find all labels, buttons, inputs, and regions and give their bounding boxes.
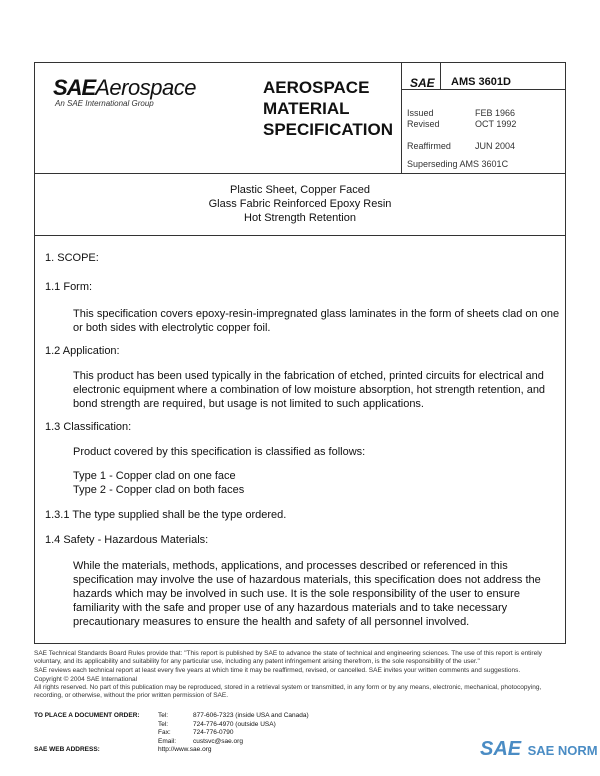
form-paragraph: This specification covers epoxy-resin-impregnated glass laminates in the form of sheets clad on one or both sides with electrolytic copper foil. <box>73 308 560 334</box>
document-frame <box>34 62 566 644</box>
header-bottom-line <box>35 173 565 174</box>
revised-label: Revised <box>407 119 440 129</box>
superseding-note: Superseding AMS 3601C <box>407 159 509 169</box>
subject-bottom-line <box>35 235 565 236</box>
section-form-heading: 1.1 Form: <box>45 281 93 293</box>
safety-paragraph: While the materials, methods, applications, and processes described or referenced in this specification may involve the use of hazardous materials, this specification does not address the hazards which may be involved in such use. It is the sole responsibility of the user to ensure familiarity with the safe and proper use of any hazardous materials and to take necessary precautionary measures to ensure the health and safety of all personnel involved. <box>73 560 541 628</box>
header-divider <box>401 63 402 173</box>
type-list: Type 1 - Copper clad on one face Type 2 - Copper clad on both faces <box>73 470 245 496</box>
classification-paragraph: Product covered by this specification is classified as follows: <box>73 446 366 458</box>
sae-aerospace-logo: SAEAerospace <box>53 75 196 100</box>
section-131: 1.3.1 The type supplied shall be the type ordered. <box>45 509 287 521</box>
document-number: AMS 3601D <box>451 76 511 88</box>
issued-label: Issued <box>407 108 434 118</box>
order-label: TO PLACE A DOCUMENT ORDER: <box>34 712 140 719</box>
reaffirmed-value: JUN 2004 <box>475 141 516 151</box>
spec-title: AEROSPACE MATERIAL SPECIFICATION <box>263 78 394 139</box>
sae-mark: SAE <box>410 76 435 90</box>
watermark: SAE SAE NORM <box>480 738 598 760</box>
revised-value: OCT 1992 <box>475 119 517 129</box>
section-safety-heading: 1.4 Safety - Hazardous Materials: <box>45 534 209 546</box>
web-label: SAE WEB ADDRESS: <box>34 746 100 753</box>
issued-value: FEB 1966 <box>475 108 516 118</box>
contact-values: 877-606-7323 (inside USA and Canada) 724-776-4970 (outside USA) 724-776-0790 custsvc@sae.org <box>193 712 309 745</box>
section-scope-heading: 1. SCOPE: <box>45 252 99 264</box>
reaffirmed-label: Reaffirmed <box>407 141 451 151</box>
number-divider <box>440 63 441 89</box>
web-link[interactable]: http://www.sae.org <box>158 746 212 753</box>
document-subject: Plastic Sheet, Copper Faced Glass Fabric Reinforced Epoxy Resin Hot Strength Retention <box>208 184 392 224</box>
application-paragraph: This product has been used typically in the fabrication of etched, printed circuits for electrical and electronic equipment where a combination of low moisture absorption, hot strength retention, and bond strength are required, but usage is not limited to such applications. <box>73 370 546 410</box>
section-classification-heading: 1.3 Classification: <box>45 421 132 433</box>
email-link[interactable]: custsvc@sae.org <box>193 737 243 745</box>
footer-legal: SAE Technical Standards Board Rules provide that: "This report is published by SAE to advance the state of technical and engineering sciences. The use of this report is entirely voluntary, and its applicability and suitability for any particular use, including any patent infringement arising therefrom, is the sole responsibility of the user." SAE reviews each technical report at least every five years at which time it may be reaffirmed, revised, or cancelled. SAE invites your written comments and suggestions. Copyright © 2004 SAE International All rights reserved. No part of this publication may be reproduced, stored in a retrieval system or transmitted, in any form or by any means, electronic, mechanical, photocopying, recording, or otherwise, without the prior written permission of SAE. <box>34 650 542 699</box>
contact-labels: Tel: Tel: Fax: Email: <box>158 712 177 745</box>
logo-subtitle: An SAE International Group <box>55 99 154 108</box>
section-application-heading: 1.2 Application: <box>45 345 120 357</box>
